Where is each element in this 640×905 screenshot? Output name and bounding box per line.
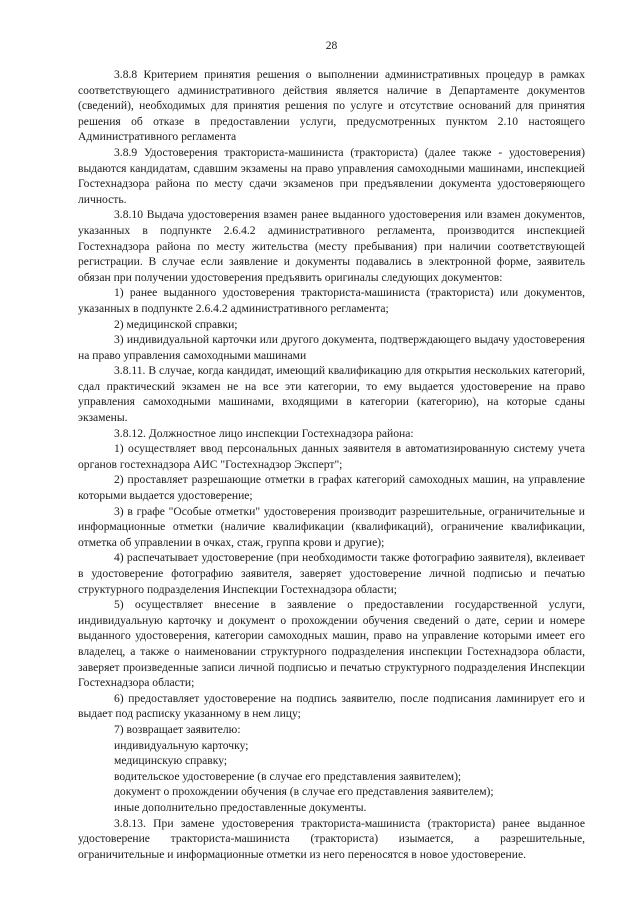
paragraph: 6) предоставляет удостоверение на подпись заявителю, после подписания ламинирует его и выдает под расписку указанному в нем лицу;: [78, 691, 585, 721]
paragraph: 3.8.10 Выдача удостоверения взамен ранее выданного удостоверения или взамен документов, указанных в подпункте 2.6.4.2 административного регламента, производится инспекцией Гостехнадзора района по месту жительства (месту пребывания) при наличии соответствующей регистрации. В случае если заявление и документы подавались в электронной форме, заявитель обязан при получении удостоверения предъявить оригиналы следующих документов:: [78, 208, 585, 284]
paragraph: 3) в графе "Особые отметки" удостоверения производит разрешительные, ограничительные и информационные отметки (наличие квалификации (квалификаций), ограничение квалификации, отметка об управлении в очках, стаж, группа крови и другие);: [78, 504, 585, 549]
paragraph: 2) медицинской справки;: [114, 317, 238, 331]
paragraph: 3.8.12. Должностное лицо инспекции Гостехнадзора района:: [114, 426, 414, 440]
paragraph: 5) осуществляет внесение в заявление о предоставлении государственной услуги, индивидуальную карточку и документ о прохождении обучения сведений о дате, серии и номере выданного удостоверения, категории самоходных машин, право на управление которыми имеет его владелец, а также о наименовании структурного подразделения инспекции Гостехнадзора области, заверяет произведенные записи личной подписью и печатью структурного подразделения Инспекции Гостехнадзора области;: [78, 598, 585, 690]
document-page: [78, 38, 585, 862]
paragraph: медицинскую справку;: [114, 754, 228, 768]
paragraph: 3) индивидуальной карточки или другого документа, подтверждающего выдачу удостоверения на право управления самоходными машинами: [78, 333, 585, 362]
paragraph: 1) ранее выданного удостоверения тракториста-машиниста (тракториста) или документов, указанных в подпункте 2.6.4.2 административного регламента;: [78, 286, 585, 315]
paragraph: иные дополнительно предоставленные документы.: [114, 800, 367, 814]
paragraph: 3.8.11. В случае, когда кандидат, имеющий квалификацию для открытия нескольких категорий, сдал практический экзамен не на все эти категории, то ему выдается удостоверение на право управления самоходными машинами, входящими в категории (категорию), на которые сданы экзамены.: [78, 364, 585, 425]
paragraph: 2) проставляет разрешающие отметки в графах категорий самоходных машин, на управление которыми выдается удостоверение;: [78, 473, 585, 503]
paragraph: 3.8.13. При замене удостоверения тракториста-машиниста (тракториста) ранее выданное удостоверение тракториста-машиниста (тракториста) изымается, а разрешительные, ограничительные и информационные отметки из него переносятся в новое удостоверение.: [78, 816, 585, 861]
paragraph: индивидуальную карточку;: [114, 738, 249, 752]
page-number: 28: [325, 39, 338, 52]
paragraph: 7) возвращает заявителю:: [114, 722, 241, 736]
paragraph: документ о прохождении обучения (в случае его представления заявителем);: [114, 785, 494, 799]
document-body: [78, 67, 585, 862]
paragraph: 3.8.9 Удостоверения тракториста-машиниста (тракториста) (далее также - удостоверения) выдаются кандидатам, сдавшим экзамены на право управления самоходными машинами, инспекцией Гостехнадзора района по месту сдачи экзаменов при предъявлении документа удостоверяющего личность.: [78, 145, 585, 206]
paragraph: 4) распечатывает удостоверение (при необходимости также фотографию заявителя), вклеивает в удостоверение фотографию заявителя, заверяет удостоверение личной подписью и печатью структурного подразделения Инспекции Гостехнадзора области;: [78, 551, 585, 596]
paragraph: 3.8.8 Критерием принятия решения о выполнении административных процедур в рамках соответствующего административного действия является наличие в Департаменте документов (сведений), необходимых для принятия решения по услуге и отсутствие оснований для принятия решения об отказе в предоставлении услуги, предусмотренных пунктом 2.10 настоящего Административного регламента: [78, 68, 585, 144]
paragraph: водительское удостоверение (в случае его представления заявителем);: [114, 769, 462, 783]
paragraph: 1) осуществляет ввод персональных данных заявителя в автоматизированную систему учета органов гостехнадзора АИС "Гостехнадзор Эксперт";: [78, 442, 585, 471]
